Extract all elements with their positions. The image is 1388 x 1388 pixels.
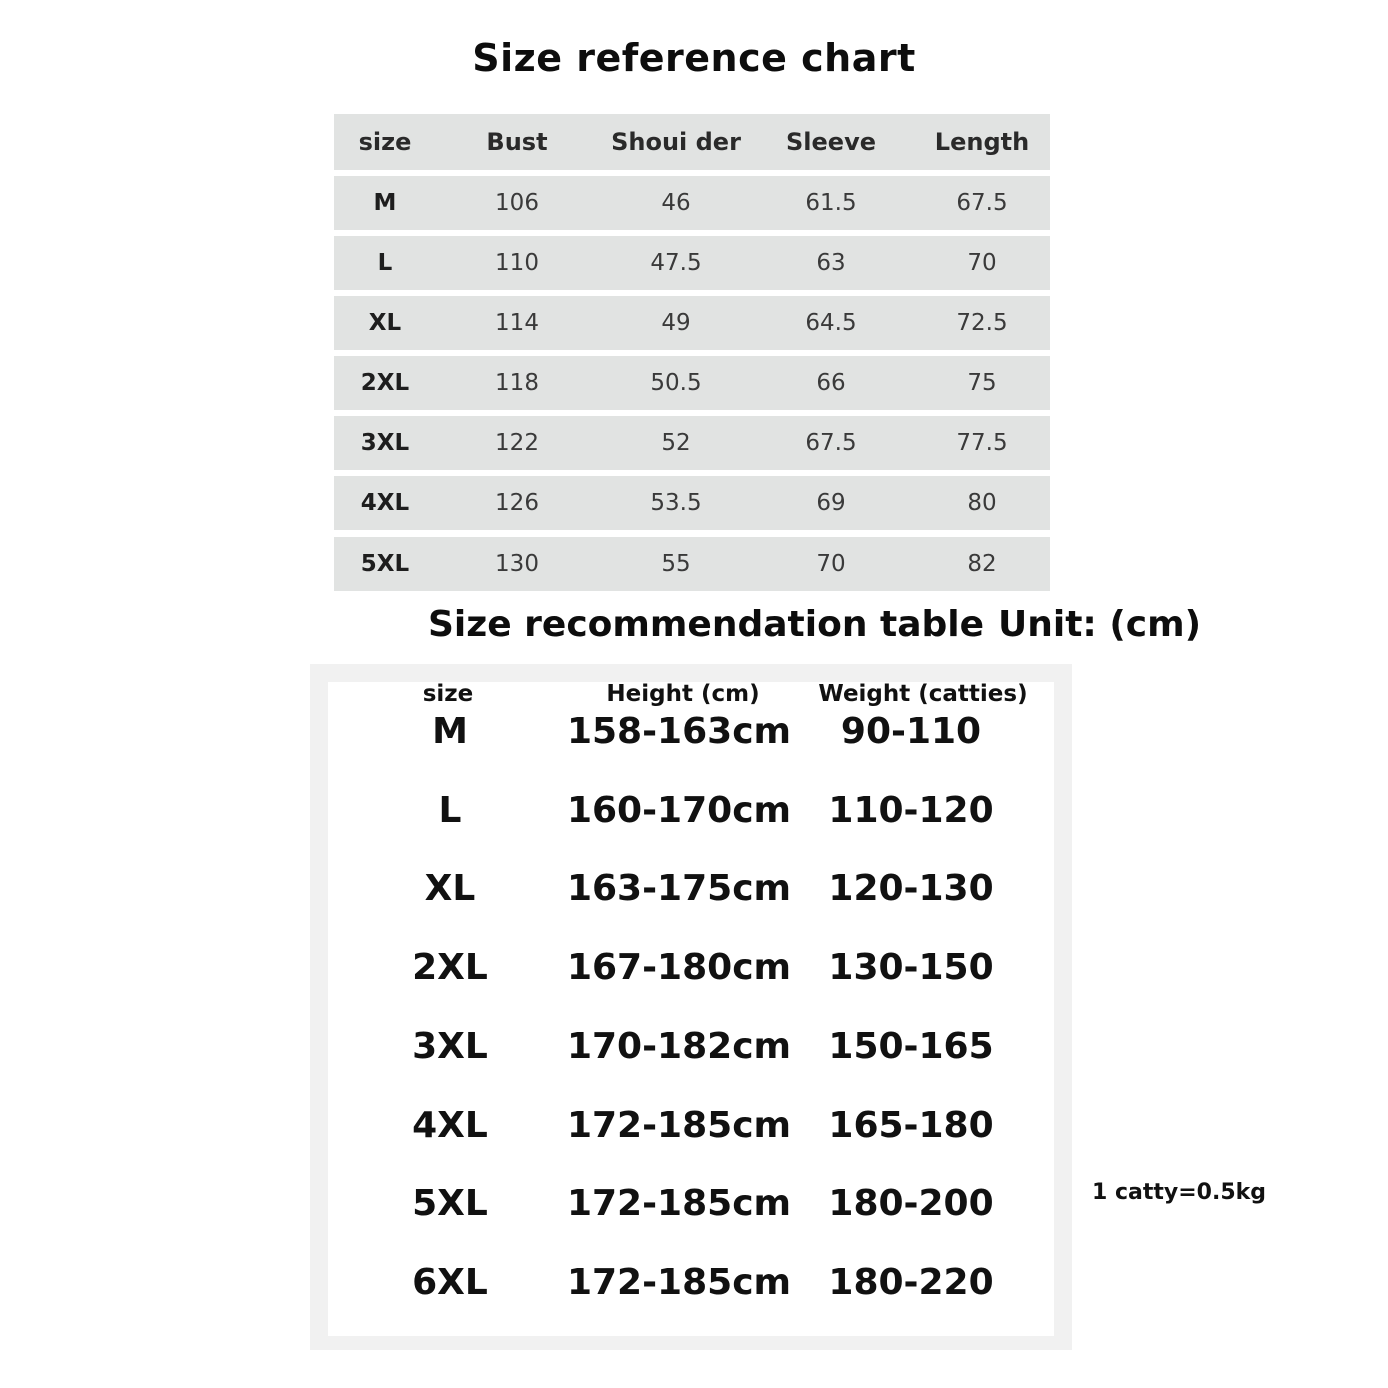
reference-chart-title: Size reference chart	[472, 36, 916, 80]
rec-cell-size: 2XL	[412, 946, 488, 988]
header-sleeve: Sleeve	[786, 128, 876, 156]
rec-cell-height: 158-163cm	[566, 710, 792, 752]
cell-shoulder: 55	[661, 551, 691, 577]
cell-size: L	[377, 250, 393, 276]
cell-bust: 118	[495, 370, 539, 396]
cell-length: 82	[967, 551, 997, 577]
header-shoulder: Shoui der	[611, 128, 741, 156]
header-length: Length	[934, 128, 1030, 156]
recommendation-table-title: Size recommendation table	[428, 604, 985, 645]
rec-cell-size: XL	[424, 867, 476, 909]
table-row	[334, 296, 1050, 350]
table-row	[334, 356, 1050, 410]
rec-cell-weight: 90-110	[840, 710, 982, 752]
header-size: size	[358, 128, 412, 156]
table-row	[334, 476, 1050, 530]
cell-bust: 126	[495, 490, 539, 516]
rec-cell-size: 4XL	[412, 1104, 488, 1146]
cell-sleeve: 64.5	[805, 310, 857, 336]
rec-cell-height: 163-175cm	[566, 867, 792, 909]
rec-cell-weight: 130-150	[828, 946, 994, 988]
cell-sleeve: 63	[816, 250, 846, 276]
rec-cell-size: L	[438, 789, 462, 831]
table-row	[334, 176, 1050, 230]
cell-length: 77.5	[956, 430, 1008, 456]
cell-length: 72.5	[956, 310, 1008, 336]
cell-sleeve: 66	[816, 370, 846, 396]
rec-cell-size: 6XL	[412, 1261, 488, 1303]
rec-cell-size: M	[432, 710, 468, 752]
cell-shoulder: 53.5	[650, 490, 702, 516]
table-row	[334, 416, 1050, 470]
rec-cell-height: 160-170cm	[566, 789, 792, 831]
cell-sleeve: 70	[816, 551, 846, 577]
cell-size: 4XL	[360, 490, 410, 516]
cell-size: XL	[368, 310, 402, 336]
rec-header-weight: Weight (catties)	[818, 681, 1028, 707]
rec-cell-height: 172-185cm	[566, 1182, 792, 1224]
rec-cell-height: 172-185cm	[566, 1104, 792, 1146]
cell-size: M	[373, 190, 397, 216]
rec-cell-weight: 180-220	[828, 1261, 994, 1303]
cell-bust: 130	[495, 551, 539, 577]
table-row	[334, 537, 1050, 591]
rec-cell-weight: 150-165	[828, 1025, 994, 1067]
cell-sleeve: 61.5	[805, 190, 857, 216]
table-row	[334, 236, 1050, 290]
cell-bust: 106	[495, 190, 539, 216]
catty-conversion-note: 1 catty=0.5kg	[1092, 1180, 1267, 1205]
cell-shoulder: 49	[661, 310, 691, 336]
cell-length: 70	[967, 250, 997, 276]
cell-size: 3XL	[360, 430, 410, 456]
rec-header-height: Height (cm)	[606, 681, 760, 707]
rec-cell-weight: 120-130	[828, 867, 994, 909]
rec-cell-weight: 165-180	[828, 1104, 994, 1146]
cell-length: 75	[967, 370, 997, 396]
cell-shoulder: 52	[661, 430, 691, 456]
rec-cell-weight: 180-200	[828, 1182, 994, 1224]
cell-shoulder: 47.5	[650, 250, 702, 276]
reference-table-header-row	[334, 114, 1050, 170]
rec-cell-weight: 110-120	[828, 789, 994, 831]
cell-shoulder: 46	[661, 190, 691, 216]
rec-cell-height: 172-185cm	[566, 1261, 792, 1303]
rec-cell-height: 170-182cm	[566, 1025, 792, 1067]
recommendation-table-panel	[328, 682, 1054, 1336]
cell-sleeve: 67.5	[805, 430, 857, 456]
cell-sleeve: 69	[816, 490, 846, 516]
cell-size: 5XL	[360, 551, 410, 577]
rec-cell-height: 167-180cm	[566, 946, 792, 988]
rec-cell-size: 3XL	[412, 1025, 488, 1067]
rec-cell-size: 5XL	[412, 1182, 488, 1224]
cell-length: 67.5	[956, 190, 1008, 216]
cell-bust: 110	[495, 250, 539, 276]
header-bust: Bust	[486, 128, 548, 156]
cell-shoulder: 50.5	[650, 370, 702, 396]
unit-label: Unit: (cm)	[998, 604, 1202, 645]
cell-bust: 122	[495, 430, 539, 456]
rec-header-size: size	[422, 681, 474, 707]
cell-length: 80	[967, 490, 997, 516]
cell-bust: 114	[495, 310, 539, 336]
cell-size: 2XL	[360, 370, 410, 396]
